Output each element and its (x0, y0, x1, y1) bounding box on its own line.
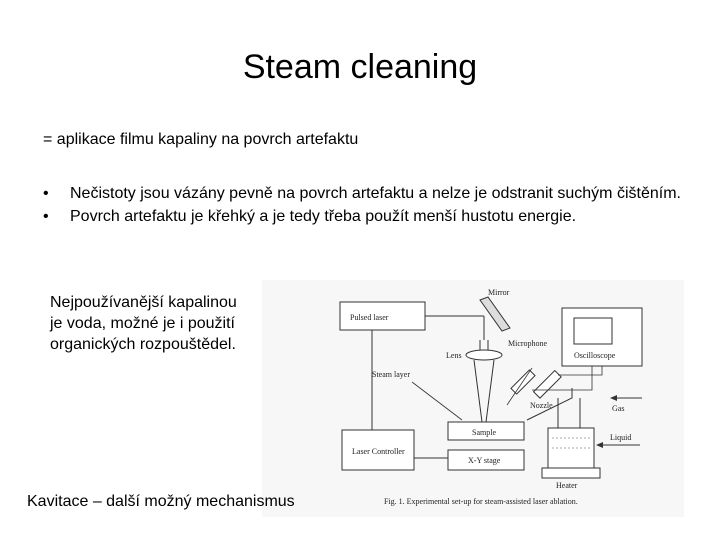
microphone-label: Microphone (508, 339, 548, 348)
steam-layer-label: Steam layer (372, 370, 410, 379)
pulsed-laser-label: Pulsed laser (350, 313, 389, 322)
lens-label: Lens (446, 351, 462, 360)
oscilloscope-label: Oscilloscope (574, 351, 616, 360)
bullet-dot: • (43, 208, 49, 225)
nozzle-label: Nozzle (530, 401, 553, 410)
figure-caption: Fig. 1. Experimental set-up for steam-assisted laser ablation. (384, 497, 578, 506)
sample-label: Sample (472, 428, 496, 437)
side-note: Nejpoužívanější kapalinou je voda, možné je i použití organických rozpouštědel. (50, 294, 237, 353)
xy-stage-label: X-Y stage (468, 456, 501, 465)
bullet-text: Povrch artefaktu je křehký a je tedy třeba použít menší hustotu energie. (70, 208, 577, 225)
bullet-dot: • (43, 185, 49, 202)
mirror-label: Mirror (488, 288, 510, 297)
liquid-vessel (548, 428, 594, 468)
bullet-text: Nečistoty jsou vázány pevně na povrch artefaktu a nelze je odstranit suchým čištěním. (70, 185, 681, 202)
intro-text: = aplikace filmu kapaliny na povrch artefaktu (43, 131, 359, 148)
cavitation-caption: Kavitace – další možný mechanismus (27, 493, 295, 510)
bullet-list (43, 182, 683, 228)
oscilloscope-screen (574, 318, 612, 344)
heater-label: Heater (556, 481, 578, 490)
lens-shape (466, 350, 502, 360)
setup-diagram (262, 280, 684, 517)
liquid-label: Liquid (610, 433, 632, 442)
slide-title: Steam cleaning (242, 48, 478, 86)
bullet-item (43, 182, 683, 205)
gas-label: Gas (612, 404, 625, 413)
laser-controller-label: Laser Controller (352, 447, 405, 456)
experimental-setup-figure (262, 280, 684, 517)
heater-plate (542, 468, 600, 478)
bullet-item (43, 205, 683, 228)
